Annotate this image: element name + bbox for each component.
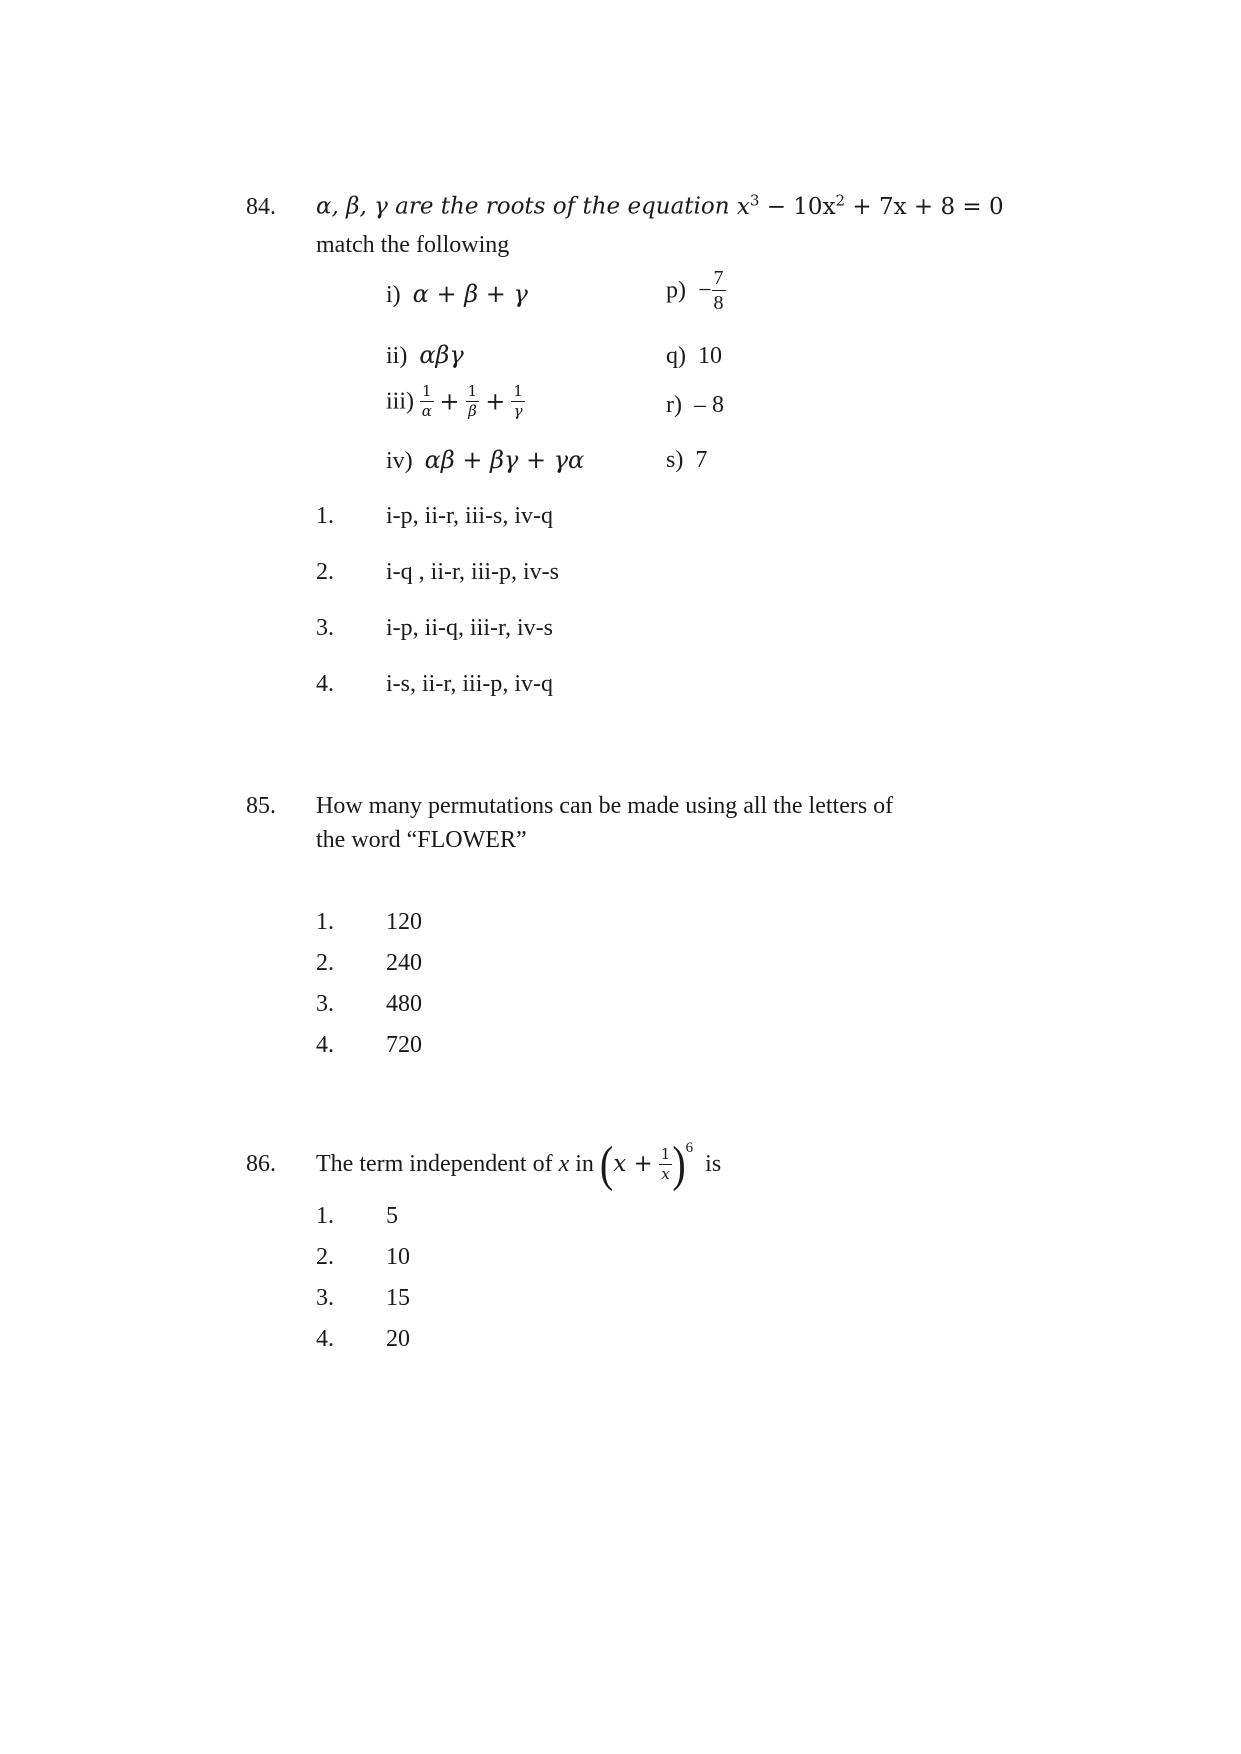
q85-option-4-number: 4. bbox=[316, 1032, 334, 1058]
equation: $x^3 - 10x^2 + 7x + 8 = 0$ bbox=[736, 191, 1004, 220]
exponent-6: 6 bbox=[685, 1139, 694, 1156]
match-left-ii: ii) αβγ bbox=[386, 341, 464, 369]
q84-option-3-number: 3. bbox=[316, 615, 334, 641]
question-84-stem bbox=[316, 193, 1004, 219]
match-right-q: q) 10 bbox=[666, 343, 722, 369]
q84-option-1[interactable]: i-p, ii-r, iii-s, iv-q bbox=[386, 503, 554, 529]
question-85-number: 85. bbox=[246, 793, 276, 819]
fraction-1-alpha: $\frac{1}{\alpha}$ bbox=[421, 382, 432, 420]
q86-option-3[interactable]: 15 bbox=[386, 1285, 410, 1311]
question-84-instruction: match the following bbox=[316, 232, 510, 258]
q84-option-3[interactable]: i-p, ii-q, iii-r, iv-s bbox=[386, 615, 554, 641]
open-paren: ( bbox=[599, 1135, 614, 1192]
q84-option-4-number: 4. bbox=[316, 671, 334, 697]
stem-text: are the roots of the equation bbox=[395, 193, 730, 220]
fraction-7-8: $\frac{7}{8}$ bbox=[713, 267, 724, 314]
question-85-line-2: the word “FLOWER” bbox=[316, 827, 527, 853]
q86-option-3-number: 3. bbox=[316, 1285, 334, 1311]
match-left-iii: iii) $\frac{1}{\alpha}$ + $\frac{1}{\beta}$ + $\frac{1}{\gamma}$ bbox=[386, 382, 523, 420]
q86-option-1[interactable]: 5 bbox=[386, 1203, 398, 1229]
fraction-1-x: $\frac{1}{x}$ bbox=[660, 1144, 671, 1183]
q85-option-4[interactable]: 720 bbox=[386, 1032, 422, 1058]
q86-option-2[interactable]: 10 bbox=[386, 1244, 410, 1270]
q85-option-3[interactable]: 480 bbox=[386, 991, 422, 1017]
match-right-r: r) – 8 bbox=[666, 392, 724, 418]
q85-option-1[interactable]: 120 bbox=[386, 909, 422, 935]
q84-option-2[interactable]: i-q , ii-r, iii-p, iv-s bbox=[386, 559, 560, 585]
question-85-line-1: How many permutations can be made using all the letters of bbox=[316, 793, 894, 819]
q85-option-2[interactable]: 240 bbox=[386, 950, 422, 976]
q86-option-2-number: 2. bbox=[316, 1244, 334, 1270]
q85-option-2-number: 2. bbox=[316, 950, 334, 976]
match-right-s: s) 7 bbox=[666, 447, 708, 473]
question-86-stem: The term independent of x in ( x + $\frac{1}{x}$ ) $^6$ is bbox=[316, 1135, 722, 1192]
q84-option-4[interactable]: i-s, ii-r, iii-p, iv-q bbox=[386, 671, 554, 697]
q85-option-1-number: 1. bbox=[316, 909, 334, 935]
roots-symbols: α, β, γ bbox=[316, 193, 388, 220]
close-paren: ) bbox=[672, 1135, 686, 1192]
q84-option-2-number: 2. bbox=[316, 559, 334, 585]
q84-option-1-number: 1. bbox=[316, 503, 334, 529]
fraction-1-gamma: $\frac{1}{\gamma}$ bbox=[513, 382, 523, 420]
q85-option-3-number: 3. bbox=[316, 991, 334, 1017]
match-left-iv: iv) αβ + βγ + γα bbox=[386, 446, 585, 474]
q86-option-1-number: 1. bbox=[316, 1203, 334, 1229]
q86-option-4[interactable]: 20 bbox=[386, 1326, 410, 1352]
match-left-i: i) α + β + γ bbox=[386, 280, 528, 308]
question-86-number: 86. bbox=[246, 1151, 276, 1177]
fraction-1-beta: $\frac{1}{\beta}$ bbox=[467, 382, 478, 420]
question-84-number: 84. bbox=[246, 194, 276, 220]
match-right-p: p) − $\frac{7}{8}$ bbox=[666, 267, 724, 314]
q86-option-4-number: 4. bbox=[316, 1326, 334, 1352]
